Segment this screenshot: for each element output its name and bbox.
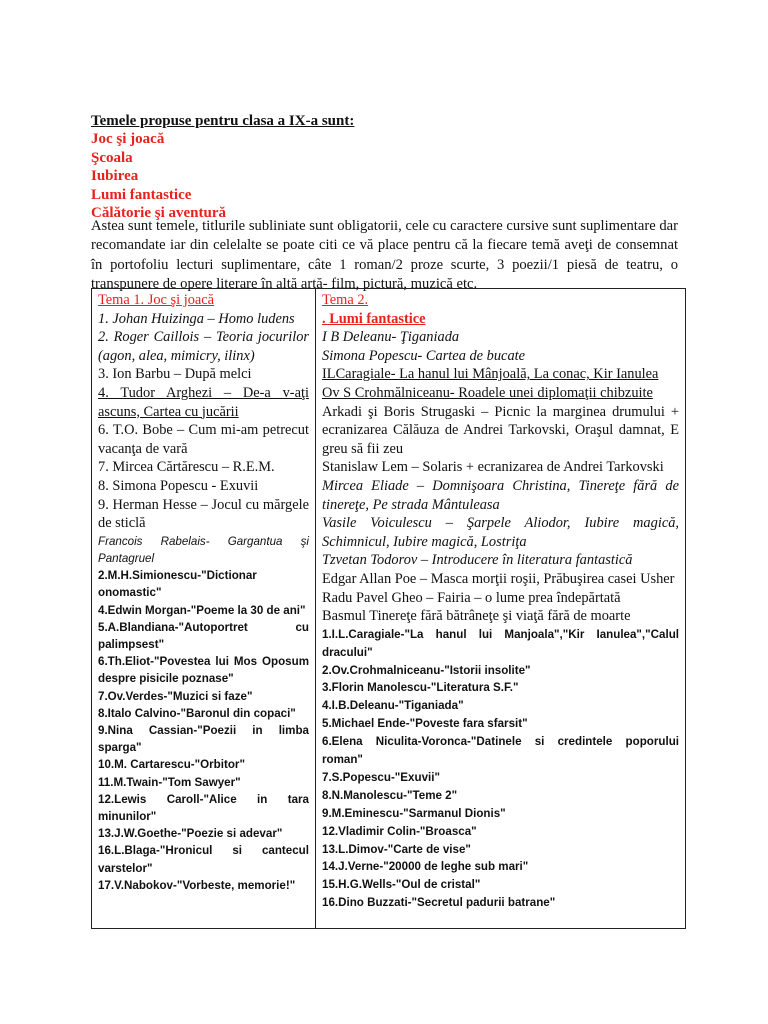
list-item: 6.Elena Niculita-Voronca-"Datinele si credintele poporului roman"	[322, 735, 679, 767]
list-item: 9. Herman Hesse – Jocul cu mărgele de sticlă	[98, 496, 309, 532]
list-item: 16.Dino Buzzati-"Secretul padurii batrane"	[322, 896, 556, 910]
list-item: 5.A.Blandiana-"Autoportret cu palimpsest"	[98, 620, 309, 651]
theme-1-column	[92, 289, 316, 929]
list-item: 5.Michael Ende-"Poveste fara sfarsit"	[322, 717, 528, 731]
list-item: 11.M.Twain-"Tom Sawyer"	[98, 775, 241, 789]
list-item: 14.J.Verne-"20000 de leghe sub mari"	[322, 860, 529, 874]
list-item: Basmul Tinereţe fără bătrâneţe şi viaţă fără de moarte	[322, 608, 631, 625]
list-item: Francois Rabelais- Gargantua şi Pantagruel	[98, 534, 309, 565]
list-item: 13.J.W.Goethe-"Poezie si adevar"	[98, 827, 283, 841]
list-item: 13.L.Dimov-"Carte de vise"	[322, 842, 471, 856]
list-item: Ov S Crohmălniceanu- Roadele unei diplomaţii chibzuite	[322, 384, 653, 401]
list-item: 9.M.Eminescu-"Sarmanul Dionis"	[322, 806, 506, 820]
reading-table	[91, 288, 686, 929]
column-title: Tema 2.	[322, 292, 369, 308]
list-item: I B Deleanu- Ţiganiada	[322, 329, 460, 346]
column-subtitle: . Lumi fantastice	[322, 310, 426, 327]
list-item: 4.I.B.Deleanu-"Tiganiada"	[322, 699, 464, 713]
list-item: Vasile Voiculescu – Şarpele Aliodor, Iubire magică, Schimnicul, Iubire magică, Lostriţa	[322, 515, 679, 550]
list-item: 8. Simona Popescu - Exuvii	[98, 477, 259, 494]
intro-paragraph: Astea sunt temele, titlurile subliniate sunt obligatorii, cele cu caractere cursive sunt suplimentare dar recomandate iar din celelalte se poate citi ce vă place pentru că la fiecare temă aveţi de consemnat în portofoliu lecturi suplimentare, câte 1 roman/2 proze scurte, 3 poezii/1 piesă de teatru, o transpunere de opere literare în altă artă- film, pictură, muzică etc.	[91, 218, 678, 292]
list-item: 10.M. Cartarescu-"Orbitor"	[98, 758, 245, 772]
list-item: Edgar Allan Poe – Masca morţii roşii, Prăbuşirea casei Usher	[322, 570, 675, 587]
list-item: Tzvetan Todorov – Introducere în literatura fantastică	[322, 552, 633, 569]
list-item: 7. Mircea Cărtărescu – R.E.M.	[98, 459, 275, 476]
list-item: 7.Ov.Verdes-"Muzici si faze"	[98, 689, 253, 703]
theme-item: Iubirea	[91, 168, 139, 185]
list-item: 2. Roger Caillois – Teoria jocurilor (agon, alea, mimicry, ilinx)	[98, 329, 309, 364]
list-item: 15.H.G.Wells-"Oul de cristal"	[322, 878, 481, 892]
list-item: 1. Johan Huizinga – Homo ludens	[98, 310, 295, 327]
theme-list	[91, 130, 226, 223]
list-item: 8.N.Manolescu-"Teme 2"	[322, 788, 458, 802]
column-title: Tema 1. Joc şi joacă	[98, 292, 215, 308]
list-item: Arkadi şi Boris Strugaski – Picnic la marginea drumului + ecranizarea Călăuza de Andrei Tarkovski, Oraşul damnat, E greu să fii zeu	[322, 403, 679, 457]
list-item: 6. T.O. Bobe – Cum mi-am petrecut vacanţa de vară	[98, 422, 309, 457]
list-item: 3. Ion Barbu – După melci	[98, 366, 252, 383]
theme-item: Lumi fantastice	[91, 186, 192, 203]
page-heading: Temele propuse pentru clasa a IX-a sunt:	[91, 113, 355, 129]
list-item: Simona Popescu- Cartea de bucate	[322, 347, 526, 364]
list-item: 3.Florin Manolescu-"Literatura S.F."	[322, 681, 519, 695]
list-item: 17.V.Nabokov-"Vorbeste, memorie!"	[98, 878, 296, 892]
theme-item: Călătorie şi aventură	[91, 205, 226, 222]
list-item: Stanislaw Lem – Solaris + ecranizarea de Andrei Tarkovski	[322, 459, 664, 476]
list-item: Radu Pavel Gheo – Fairia – o lume prea îndepărtată	[322, 589, 621, 606]
list-item: 6.Th.Eliot-"Povestea lui Mos Oposum despre pisicile poznase"	[98, 655, 309, 686]
list-item: 12.Vladimir Colin-"Broasca"	[322, 824, 477, 838]
list-item: 1.I.L.Caragiale-"La hanul lui Manjoala","Kir Ianulea","Calul dracului"	[322, 627, 679, 659]
theme-2-column	[316, 289, 686, 929]
list-item: 2.Ov.Crohmalniceanu-"Istorii insolite"	[322, 663, 531, 677]
list-item: 8.Italo Calvino-"Baronul din copaci"	[98, 706, 296, 720]
list-item: 9.Nina Cassian-"Poezii in limba sparga"	[98, 723, 309, 755]
theme-item: Şcoala	[91, 149, 133, 166]
list-item: 16.L.Blaga-"Hronicul si cantecul varstelor"	[98, 844, 309, 875]
list-item: 2.M.H.Simionescu-"Dictionar onomastic"	[98, 569, 257, 600]
theme-item: Joc şi joacă	[91, 131, 165, 147]
list-item: Mircea Eliade – Domnişoara Christina, Tinereţe fără de tinereţe, Pe strada Mântuleasa	[322, 477, 679, 513]
list-item: 4. Tudor Arghezi – De-a v-aţi ascuns, Cartea cu jucării	[98, 384, 309, 420]
list-item: ILCaragiale- La hanul lui Mânjoală, La conac, Kir Ianulea	[322, 366, 659, 383]
list-item: 4.Edwin Morgan-"Poeme la 30 de ani"	[98, 603, 306, 617]
list-item: 7.S.Popescu-"Exuvii"	[322, 770, 440, 784]
list-item: 12.Lewis Caroll-"Alice in tara minunilor"	[98, 792, 309, 823]
